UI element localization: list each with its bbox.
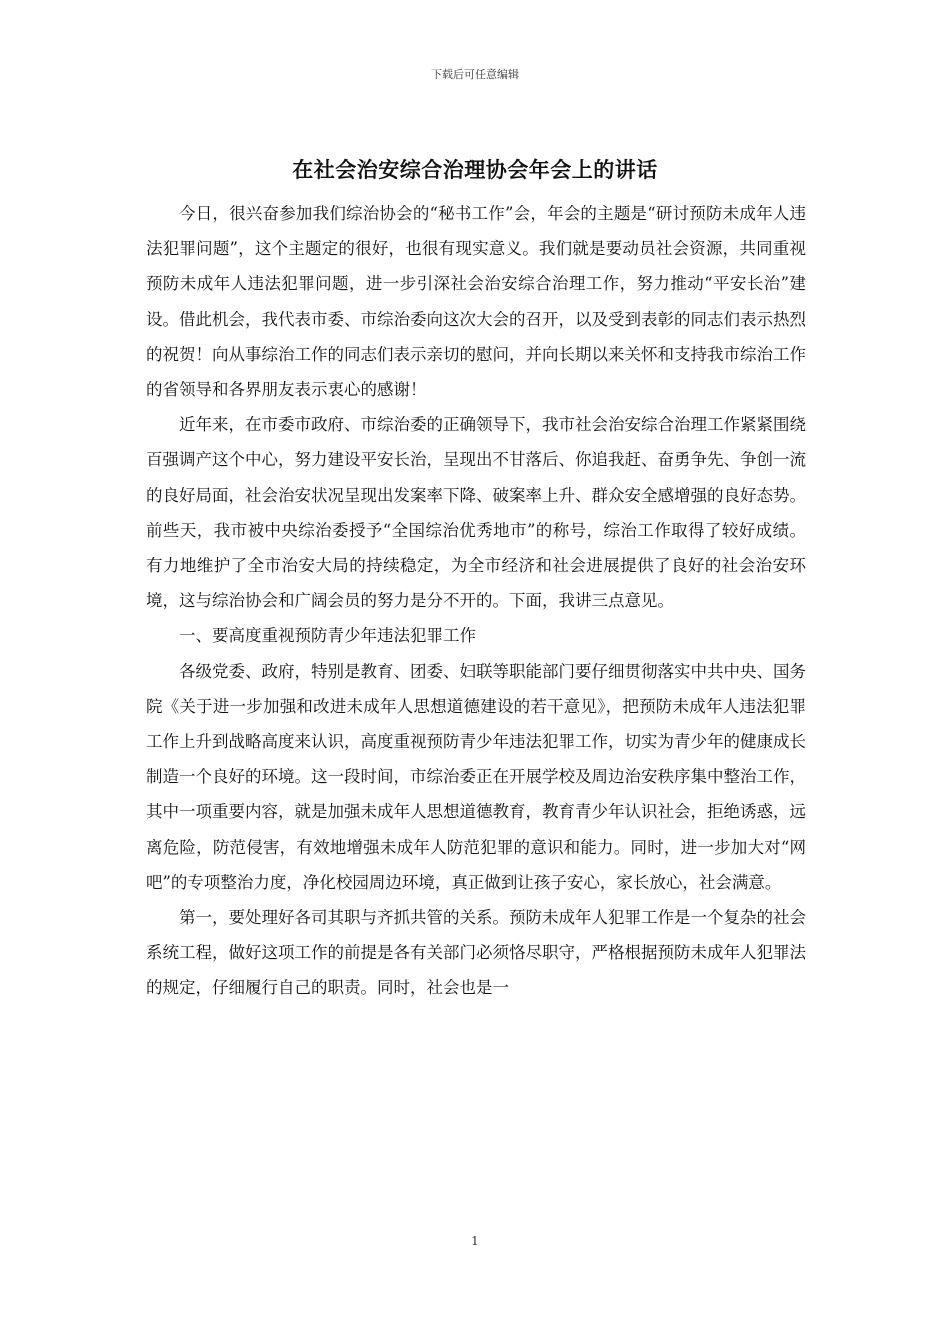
paragraph-achievements: 近年来，在市委市政府、市综治委的正确领导下，我市社会治安综合治理工作紧紧围绕百强调产这个中心，努力建设平安长治，呈现出不甘落后、你追我赶、奋勇争先、争创一流的良好局面，社会治安状况呈现出发案率下降、破案率上升、群众安全感增强的良好态势。前些天，我市被中央综治委授予“全国综治优秀地市”的称号，综治工作取得了较好成绩。有力地维护了全市治安大局的持续稳定，为全市经济和社会进展提供了良好的社会治安环境，这与综治协会和广阔会员的努力是分不开的。下面，我讲三点意见。 (146, 415, 806, 611)
paragraph-section-one: 各级党委、政府，特别是教育、团委、妇联等职能部门要仔细贯彻落实中共中央、国务院《关于进一步加强和改进未成年人思想道德建设的若干意见》，把预防未成年人违法犯罪工作上升到战略高度来认识，高度重视预防青少年违法犯罪工作，切实为青少年的健康成长制造一个良好的环境。这一段时间，市综治委正在开展学校及周边治安秩序集中整治工作，其中一项重要内容，就是加强未成年人思想道德教育，教育青少年认识社会，拒绝诱惑，远离危险，防范侵害，有效地增强未成年人防范犯罪的意识和能力。同时，进一步加大对“网吧”的专项整治力度，净化校园周边环境，真正做到让孩子安心，家长放心，社会满意。 (146, 661, 806, 892)
page-number: 1 (471, 1234, 479, 1248)
paragraph-opening: 今日，很兴奋参加我们综治协会的“秘书工作”会，年会的主题是“研讨预防未成年人违法犯罪问题”，这个主题定的很好，也很有现实意义。我们就是要动员社会资源，共同重视预防未成年人违法犯罪问题，进一步引深社会治安综合治理工作，努力推动“平安长治”建设。借此机会，我代表市委、市综治委向这次大会的召开，以及受到表彰的同志们表示热烈的祝贺！向从事综治工作的同志们表示亲切的慰问，并向长期以来关怀和支持我市综治工作的省领导和各界朋友表示衷心的感谢！ (146, 204, 806, 400)
document-title: 在社会治安综合治理协会年会上的讲话 (292, 158, 658, 182)
document-body (146, 196, 806, 1006)
page-header-note: 下载后可任意编辑 (431, 68, 519, 81)
paragraph-first-point: 第一，要处理好各司其职与齐抓共管的关系。预防未成年人犯罪工作是一个复杂的社会系统工程，做好这项工作的前提是各有关部门必须恪尽职守，严格根据预防未成年人犯罪法的规定，仔细履行自己的职责。同时，社会也是一 (146, 908, 806, 998)
section-heading-one: 一、要高度重视预防青少年违法犯罪工作 (179, 626, 476, 646)
